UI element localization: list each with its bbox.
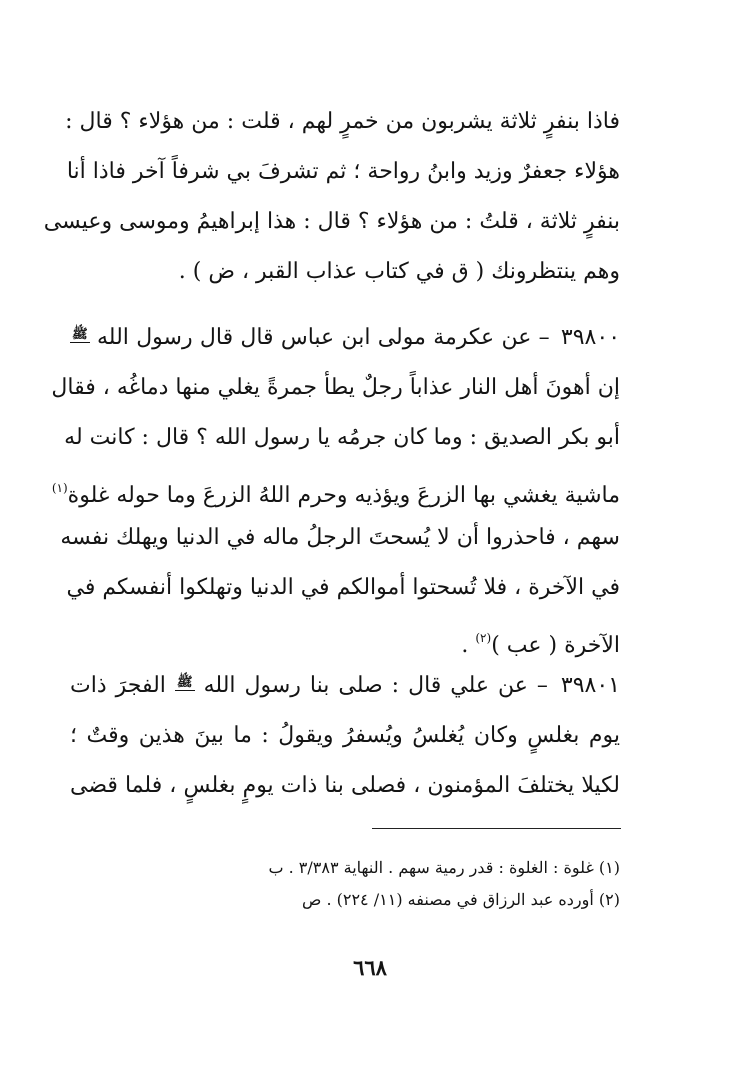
text-fragment: .: [461, 633, 469, 658]
hadith-number: ٣٩٨٠٠: [560, 325, 621, 350]
hadith-intro: – عن عكرمة مولى ابن عباس قال قال رسول الله: [97, 325, 550, 350]
hadith-heading-line: [70, 661, 620, 711]
hadith-intro-end: الفجرَ ذات: [70, 673, 166, 698]
text-line: في الآخرة ، فلا تُسحتوا أموالكم في الدنيا وتهلكوا أنفسكم في: [66, 575, 620, 600]
footnotes: [160, 852, 620, 916]
text-line: إن أهونَ أهل النار عذاباً رجلٌ يطأ جمرةً يغلي منها دماغُه ، فقال: [51, 375, 620, 400]
text-line: لكيلا يختلفَ المؤمنون ، فصلى بنا ذات يومٍ بغلسٍ ، فلما قضى: [70, 773, 620, 798]
hadith-39801: [70, 661, 620, 811]
salawat-honorific: ﷺ: [72, 327, 88, 342]
text-line: وهم ينتظرونك ( ق في كتاب عذاب القبر ، ض ) .: [178, 259, 620, 284]
text-line-with-note: [51, 463, 620, 513]
text-fragment: ماشية يغشي بها الزرعَ ويؤذيه وحرم اللهُ الزرعَ وما حوله غلوة: [67, 483, 620, 508]
footnote-separator: [372, 828, 621, 829]
text-fragment: الآخرة ( عب ): [491, 633, 620, 658]
text-line: يوم بغلسٍ وكان يُغلسُ ويُسفرُ ويقولُ : ما بينَ هذين وقتٌ ؛: [70, 723, 620, 748]
text-line: بنفرٍ ثلاثة ، قلتُ : من هؤلاء ؟ قال : هذا إبراهيمُ وموسى وعيسى: [43, 209, 620, 234]
hadith-intro: – عن علي قال : صلى بنا رسول الله: [203, 673, 548, 698]
text-line-final: [70, 613, 620, 663]
text-line: هؤلاء جعفرٌ وزيد وابنُ رواحة ؛ ثم تشرفَ بي شرفاً آخر فاذا أنا: [66, 159, 620, 184]
hadith-39800: [51, 313, 621, 663]
paragraph-continuation: [43, 97, 620, 297]
text-line: أبو بكر الصديق : وما كان جرمُه يا رسول الله ؟ قال : كانت له: [64, 425, 620, 450]
salawat-honorific: ﷺ: [176, 675, 193, 690]
hadith-heading-line: [70, 313, 620, 363]
text-line: سهم ، فاحذروا أن لا يُسحتَ الرجلُ ماله في الدنيا ويهلك نفسه: [60, 525, 620, 550]
footnote-ref-1: (١): [51, 481, 68, 495]
page-number: ٦٦٨: [353, 955, 387, 980]
footnote-1: (١) غلوة : الغلوة : قدر رمية سهم . النهاية ٣/٣٨٣ . ب: [268, 858, 620, 877]
text-line: فاذا بنفرٍ ثلاثة يشربون من خمرٍ لهم ، قلت : من هؤلاء ؟ قال :: [65, 109, 620, 134]
footnote-2: (٢) أورده عبد الرزاق في مصنفه (١١/ ٢٢٤) . ص: [302, 890, 620, 909]
footnote-ref-2: (٢): [475, 631, 492, 645]
hadith-number: ٣٩٨٠١: [560, 673, 620, 698]
